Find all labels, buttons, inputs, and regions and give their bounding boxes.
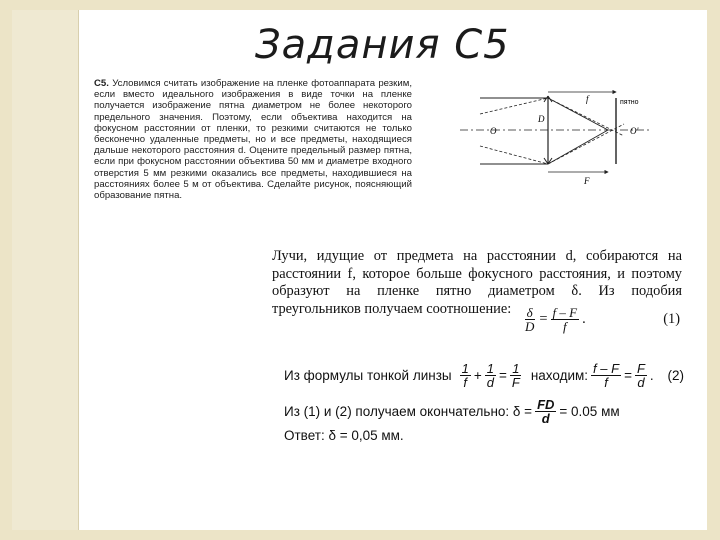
- eq1-lhs-num: δ: [526, 305, 533, 320]
- eq2-number: (2): [667, 368, 684, 383]
- answer-line: Ответ: δ = 0,05 мм.: [284, 428, 404, 443]
- lens-b-num: 1: [486, 361, 494, 376]
- lens-a-num: 1: [461, 361, 469, 376]
- eq2-rhs-num: F: [636, 361, 645, 376]
- lens-term-f: [460, 362, 471, 389]
- eq2-lhs-fraction: [591, 362, 621, 389]
- equation-3-line: [284, 398, 684, 425]
- equation-2-line: Из формулы тонкой линзы $\frac{1}{f}$ + $\frac{1}{d}$ = $\frac{1}{F}$ находим: $\frac{f - F}{f}$ = $\frac{F}{d}$ . (2): [284, 361, 684, 390]
- label-O-prime: O': [630, 126, 639, 136]
- slide-title: Задания С5: [255, 22, 510, 68]
- lens-c-den: F: [511, 375, 520, 390]
- eq2-mid: находим:: [530, 368, 589, 383]
- problem-number: С5.: [94, 78, 109, 89]
- equation-1: $\frac{\delta}{D}$ = $\frac{f - F}{f}$ . (1): [525, 305, 680, 334]
- eq1-lhs-fraction: [523, 306, 536, 333]
- lens-c-num: 1: [512, 361, 520, 376]
- label-spot: пятно: [620, 99, 639, 106]
- label-O: O: [490, 126, 497, 136]
- lens-a-den: f: [463, 375, 468, 390]
- solution-paragraph: Лучи, идущие от предмета на расстоянии d, собираются на расстоянии f, которое больше фокусного расстояния, и поэтому образуют на пленке пятно диаметром δ. Из подобия треугольников получаем соотношение:: [272, 248, 682, 317]
- eq1-number: (1): [663, 311, 680, 327]
- problem-text: Условимся считать изображение на пленке фотоаппарата резким, если вместо идеального изображения в виде точки на пленке получается изображение пятна диаметром не более некоторого предельного значения. Поэтому, если объектива находится на фокусном расстоянии от пленки, то резкими считаются не только бесконечно удаленные предметы, но и все предметы, находящиеся дальше некоторого расстояния d. Оцените предельный размер пятна, если при фокусном расстоянии объектива 50 мм и диаметре входного отверстия 5 мм резкими оказались все предметы, находившиеся на расстояниях более 5 м от объектива. Сделайте рисунок, поясняющий образование пятна.: [94, 78, 412, 202]
- eq3-suffix: = 0.05 мм: [559, 404, 620, 419]
- eq3-prefix: Из (1) и (2) получаем окончательно: δ =: [284, 404, 533, 419]
- eq1-rhs-num: f – F: [552, 305, 578, 320]
- final-num: FD: [537, 397, 555, 412]
- label-f: f: [586, 94, 589, 104]
- eq2-lhs-den: f: [604, 375, 608, 390]
- lens-term-d: [485, 362, 496, 389]
- eq1-rhs-fraction: [551, 306, 580, 333]
- eq1-rhs-den: f: [562, 319, 567, 334]
- lens-ray-diagram: [420, 86, 660, 206]
- label-D: D: [538, 114, 545, 124]
- final-den: d: [541, 411, 550, 426]
- lens-term-F: [510, 362, 522, 389]
- final-fraction: [535, 398, 556, 425]
- slide-left-stripe: [12, 10, 78, 530]
- eq2-rhs-den: d: [637, 375, 645, 390]
- eq2-rhs-fraction: [635, 362, 647, 389]
- eq2-prefix: Из формулы тонкой линзы: [284, 368, 452, 383]
- label-F: F: [584, 176, 590, 186]
- problem-statement: [94, 78, 412, 201]
- eq2-lhs-num: f – F: [593, 361, 620, 376]
- eq1-lhs-den: D: [525, 319, 535, 334]
- lens-b-den: d: [486, 375, 494, 390]
